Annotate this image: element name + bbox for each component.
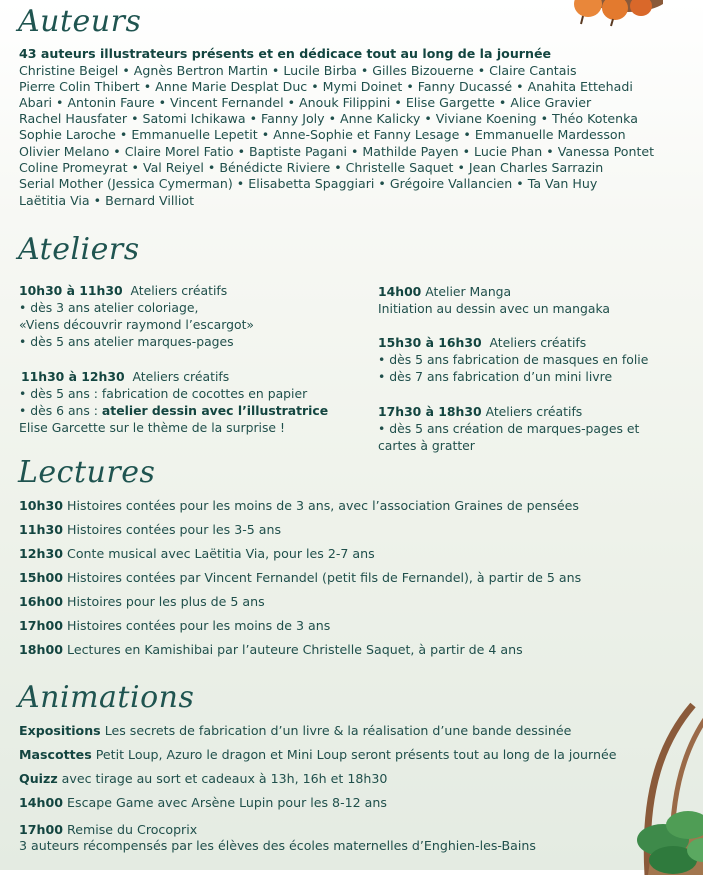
lecture-text: Lectures en Kamishibai par l’auteure Christelle Saquet, à partir de 4 ans [67, 642, 523, 657]
lecture-text: Histoires contées par Vincent Fernandel (petit fils de Fernandel), à partir de 5 ans [67, 570, 582, 585]
animation-label: Quizz [19, 771, 58, 786]
lecture-item [19, 594, 265, 610]
atelier-label: Atelier Manga [425, 284, 512, 299]
lecture-item [19, 642, 523, 658]
atelier-label: Ateliers créatifs [485, 404, 583, 419]
lecture-text: Conte musical avec Laëtitia Via, pour les 2-7 ans [67, 546, 375, 561]
atelier-detail: Initiation au dessin avec un mangaka [378, 301, 611, 316]
lecture-text: Histoires contées pour les 3-5 ans [67, 522, 282, 537]
atelier-detail-highlight: atelier dessin avec l’illustratrice [101, 403, 329, 418]
auteurs-line: Abari • Antonin Faure • Vincent Fernandel • Anouk Filippini • Elise Gargette • Alice Gravier [19, 95, 592, 110]
atelier-left-2-heading [21, 369, 229, 385]
animation-label: 17h00 [19, 822, 64, 837]
auteurs-intro: 43 auteurs illustrateurs présents et en dédicace tout au long de la journée [19, 46, 552, 61]
ateliers-title: Ateliers [18, 232, 140, 267]
atelier-detail: • dès 5 ans fabrication de masques en folie [378, 352, 649, 367]
lecture-time: 10h30 [19, 498, 64, 513]
lecture-item [19, 522, 281, 538]
auteurs-line: Laëtitia Via • Bernard Villiot [19, 193, 195, 208]
lecture-text: Histoires contées pour les moins de 3 ans, avec l’association Graines de pensées [67, 498, 579, 513]
animation-text: Escape Game avec Arsène Lupin pour les 8-12 ans [67, 795, 387, 810]
animation-label: Mascottes [19, 747, 92, 762]
atelier-detail: Elise Garcette sur le thème de la surprise ! [19, 420, 285, 435]
auteurs-line: Pierre Colin Thibert • Anne Marie Desplat Duc • Mymi Doinet • Fanny Ducassé • Anahita Ettehadi [19, 79, 633, 94]
atelier-left-1-heading [19, 283, 227, 299]
lecture-item [19, 618, 330, 634]
auteurs-title: Auteurs [18, 4, 142, 39]
animation-label: Expositions [19, 723, 101, 738]
atelier-label: Ateliers créatifs [130, 283, 228, 298]
lecture-time: 16h00 [19, 594, 64, 609]
lecture-text: Histoires pour les plus de 5 ans [67, 594, 265, 609]
animation-item [19, 822, 197, 838]
atelier-right-1-heading [378, 284, 511, 300]
atelier-detail: • dès 7 ans fabrication d’un mini livre [378, 369, 613, 384]
atelier-time: 14h00 [378, 284, 422, 299]
auteurs-line: Christine Beigel • Agnès Bertron Martin • Lucile Birba • Gilles Bizouerne • Claire Cantais [19, 63, 577, 78]
lecture-text: Histoires contées pour les moins de 3 ans [67, 618, 331, 633]
lecture-time: 12h30 [19, 546, 64, 561]
lecture-time: 11h30 [19, 522, 64, 537]
animation-item [19, 723, 571, 739]
lecture-time: 15h00 [19, 570, 64, 585]
atelier-time: 10h30 à 11h30 [19, 283, 123, 298]
animation-text: Remise du Crocoprix [67, 822, 198, 837]
lectures-title: Lectures [18, 455, 156, 490]
atelier-label: Ateliers créatifs [489, 335, 587, 350]
atelier-time: 15h30 à 16h30 [378, 335, 482, 350]
lecture-time: 18h00 [19, 642, 64, 657]
animation-detail: 3 auteurs récompensés par les élèves des écoles maternelles d’Enghien-les-Bains [19, 838, 536, 853]
atelier-label: Ateliers créatifs [132, 369, 230, 384]
atelier-detail: • dès 3 ans atelier coloriage, [19, 300, 199, 315]
lecture-time: 17h00 [19, 618, 64, 633]
lecture-item [19, 546, 375, 562]
animation-text: avec tirage au sort et cadeaux à 13h, 16h et 18h30 [61, 771, 388, 786]
animation-text: Les secrets de fabrication d’un livre & la réalisation d’une bande dessinée [104, 723, 572, 738]
atelier-detail: • dès 5 ans : fabrication de cocottes en papier [19, 386, 308, 401]
atelier-time: 17h30 à 18h30 [378, 404, 482, 419]
atelier-detail-mixed [19, 403, 328, 419]
auteurs-line: Olivier Melano • Claire Morel Fatio • Baptiste Pagani • Mathilde Payen • Lucie Phan • Vanessa Pontet [19, 144, 655, 159]
lecture-item [19, 498, 579, 514]
atelier-detail: cartes à gratter [378, 438, 475, 453]
pear-basket-illustration [543, 0, 663, 34]
animations-title: Animations [18, 680, 195, 715]
atelier-right-3-heading [378, 404, 582, 420]
basket-leaves-illustration [603, 700, 703, 875]
animation-item [19, 747, 616, 763]
animation-text: Petit Loup, Azuro le dragon et Mini Loup seront présents tout au long de la journée [95, 747, 617, 762]
auteurs-line: Serial Mother (Jessica Cymerman) • Elisabetta Spaggiari • Grégoire Vallancien • Ta Van Huy [19, 176, 598, 191]
auteurs-line: Rachel Hausfater • Satomi Ichikawa • Fanny Joly • Anne Kalicky • Viviane Koening • Théo Kotenka [19, 111, 638, 126]
atelier-detail: «Viens découvrir raymond l’escargot» [19, 317, 255, 332]
animation-item [19, 771, 387, 787]
atelier-detail-age: • dès 6 ans : [19, 403, 102, 418]
auteurs-line: Coline Promeyrat • Val Reiyel • Bénédicte Riviere • Christelle Saquet • Jean Charles Sarrazin [19, 160, 604, 175]
atelier-right-2-heading [378, 335, 586, 351]
animation-label: 14h00 [19, 795, 64, 810]
atelier-time: 11h30 à 12h30 [21, 369, 125, 384]
animation-item [19, 795, 387, 811]
auteurs-line: Sophie Laroche • Emmanuelle Lepetit • Anne-Sophie et Fanny Lesage • Emmanuelle Mardesson [19, 127, 626, 142]
atelier-detail: • dès 5 ans atelier marques-pages [19, 334, 234, 349]
atelier-detail: • dès 5 ans création de marques-pages et [378, 421, 640, 436]
lecture-item [19, 570, 581, 586]
